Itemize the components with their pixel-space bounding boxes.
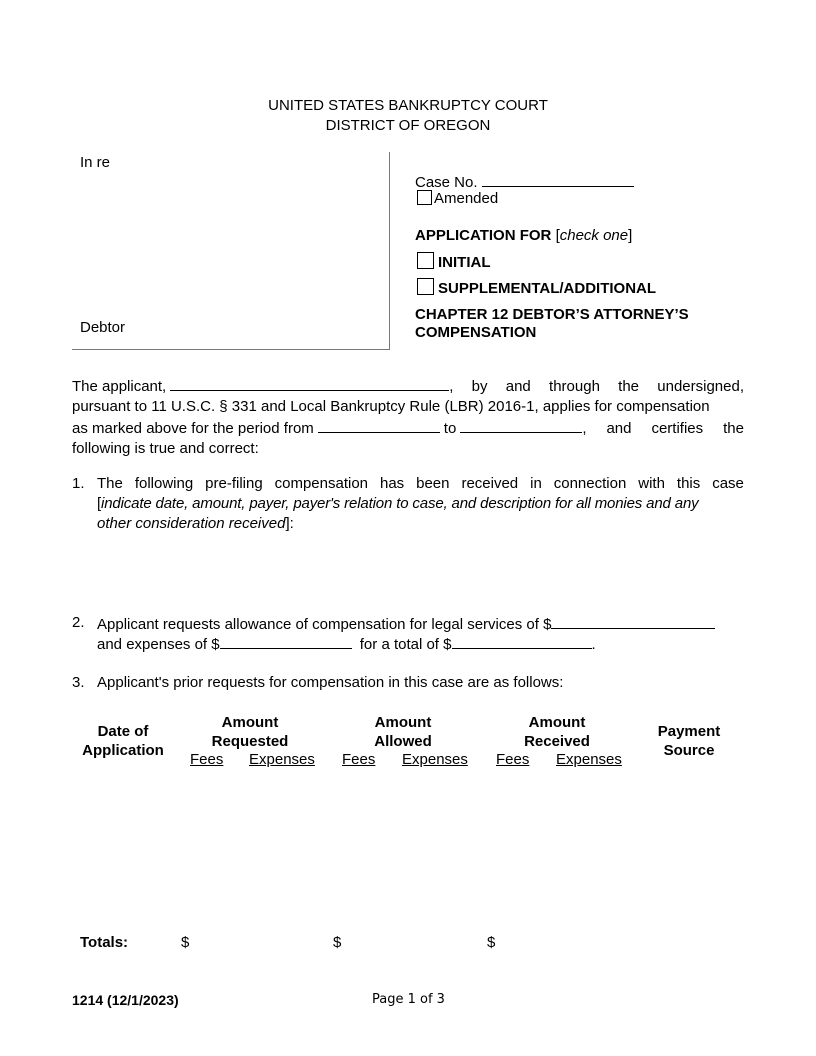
initial-label: INITIAL (438, 254, 491, 271)
item1-text (97, 474, 744, 534)
item2-expenses-text: and expenses of $ (97, 636, 220, 653)
legal-services-amount-field[interactable] (551, 613, 715, 629)
col-received-line1: Amount (528, 714, 586, 731)
intro-period-text: as marked above for the period from (72, 420, 314, 437)
intro-line-4: following is true and correct: (72, 440, 259, 457)
received-expenses-label: Expenses (556, 751, 622, 768)
requested-expenses-label: Expenses (249, 751, 315, 768)
intro-to-text: to (443, 420, 457, 437)
item2-line1 (97, 613, 715, 635)
col-requested-line2: Requested (211, 733, 289, 750)
item1-bracket-open: [ (97, 495, 102, 512)
period-to-field[interactable] (460, 417, 582, 433)
supplemental-checkbox[interactable] (417, 278, 434, 295)
intro-the: the (618, 378, 640, 395)
intro-and2: and (606, 420, 632, 437)
supplemental-option[interactable] (417, 278, 656, 299)
col-allowed-line1: Amount (374, 714, 432, 731)
col-received-header (487, 713, 627, 751)
item1-instructions: indicate date, amount, payer, payer's relation to case, and description for all monies and any (101, 495, 699, 512)
totals-requested-dollar: $ (181, 934, 190, 951)
check-one-close: ] (628, 227, 633, 244)
received-fees-label: Fees (496, 751, 530, 768)
totals-received-dollar: $ (487, 934, 496, 951)
in-re-label: In re (80, 154, 111, 171)
intro-certifies: certifies (651, 420, 704, 437)
item1-line3 (97, 514, 744, 534)
intro-line-1 (72, 375, 744, 397)
item2-period: . (591, 636, 596, 653)
court-name: UNITED STATES BANKRUPTCY COURT (268, 97, 548, 114)
intro-paragraph (72, 375, 744, 459)
amended-label: Amended (434, 190, 499, 207)
totals-allowed-dollar: $ (333, 934, 342, 951)
col-allowed-header (333, 713, 473, 751)
item2-line2 (97, 633, 596, 655)
caption-vertical-rule (389, 152, 390, 350)
check-one-text: check one (559, 227, 629, 244)
intro-and: and (505, 378, 531, 395)
intro-line-3 (72, 417, 744, 439)
intro-certifies-text (582, 419, 744, 439)
item3-text: Applicant's prior requests for compensation in this case are as follows: (97, 674, 564, 691)
supplemental-label: SUPPLEMENTAL/ADDITIONAL (438, 280, 657, 297)
col-date-line2: Application (82, 742, 164, 759)
intro-text-b (449, 377, 744, 397)
col-source-header (640, 722, 738, 760)
totals-label: Totals: (80, 934, 129, 951)
intro-by: by (471, 378, 488, 395)
col-allowed-line2: Allowed (374, 733, 432, 750)
received-expenses-subheader (556, 750, 622, 770)
application-for-line (415, 226, 632, 246)
case-number-field[interactable] (482, 171, 634, 187)
col-date-header (72, 722, 174, 760)
col-source-line1: Payment (657, 723, 721, 740)
debtor-label: Debtor (80, 319, 126, 336)
case-number-label: Case No. (415, 174, 478, 191)
item2-fees-text: Applicant requests allowance of compensation for legal services of $ (97, 616, 552, 633)
item2-number: 2. (72, 614, 85, 631)
requested-expenses-subheader (249, 750, 315, 770)
initial-checkbox[interactable] (417, 252, 434, 269)
caption-bottom-rule (72, 349, 390, 350)
item1-line1: The following pre-filing compensation has been received in connection with this case (97, 475, 744, 492)
item1-bracket-close: ]: (285, 515, 294, 532)
intro-comma2: , (582, 420, 587, 437)
amended-option[interactable] (417, 189, 498, 209)
allowed-expenses-subheader (402, 750, 468, 770)
initial-option[interactable] (417, 252, 491, 273)
item3-number: 3. (72, 674, 85, 691)
col-requested-line1: Amount (221, 714, 279, 731)
item1-line2 (97, 494, 744, 514)
document-title-line1: CHAPTER 12 DEBTOR’S ATTORNEY’S (415, 306, 689, 323)
requested-fees-label: Fees (190, 751, 224, 768)
allowed-fees-subheader (342, 750, 375, 770)
item2-total-text: for a total of $ (359, 636, 452, 653)
col-requested-header (180, 713, 320, 751)
allowed-expenses-label: Expenses (402, 751, 468, 768)
period-from-field[interactable] (318, 417, 440, 433)
col-received-line2: Received (524, 733, 590, 750)
total-amount-field[interactable] (452, 633, 592, 649)
form-identifier: 1214 (12/1/2023) (72, 992, 179, 1008)
item1-number: 1. (72, 475, 85, 492)
intro-line-2: pursuant to 11 U.S.C. § 331 and Local Bankruptcy Rule (LBR) 2016-1, applies for compensation (72, 398, 710, 415)
received-fees-subheader (496, 750, 529, 770)
intro-through: through (549, 378, 600, 395)
expenses-amount-field[interactable] (220, 633, 352, 649)
allowed-fees-label: Fees (342, 751, 376, 768)
intro-text-a: The applicant, (72, 378, 167, 395)
amended-checkbox[interactable] (417, 190, 432, 205)
application-for-label: APPLICATION FOR (415, 227, 552, 244)
intro-undersigned: undersigned, (657, 378, 744, 395)
intro-comma: , (449, 378, 454, 395)
col-date-line1: Date of (97, 723, 149, 740)
applicant-name-field[interactable] (170, 375, 449, 391)
page-number: Page 1 of 3 (372, 992, 445, 1007)
col-source-line2: Source (663, 742, 715, 759)
check-one-open: [ (555, 227, 560, 244)
item1-instructions-end: other consideration received (97, 515, 286, 532)
document-title-line2: COMPENSATION (415, 324, 537, 341)
intro-the2: the (723, 420, 744, 437)
requested-fees-subheader (190, 750, 223, 770)
district-name: DISTRICT OF OREGON (325, 117, 491, 134)
